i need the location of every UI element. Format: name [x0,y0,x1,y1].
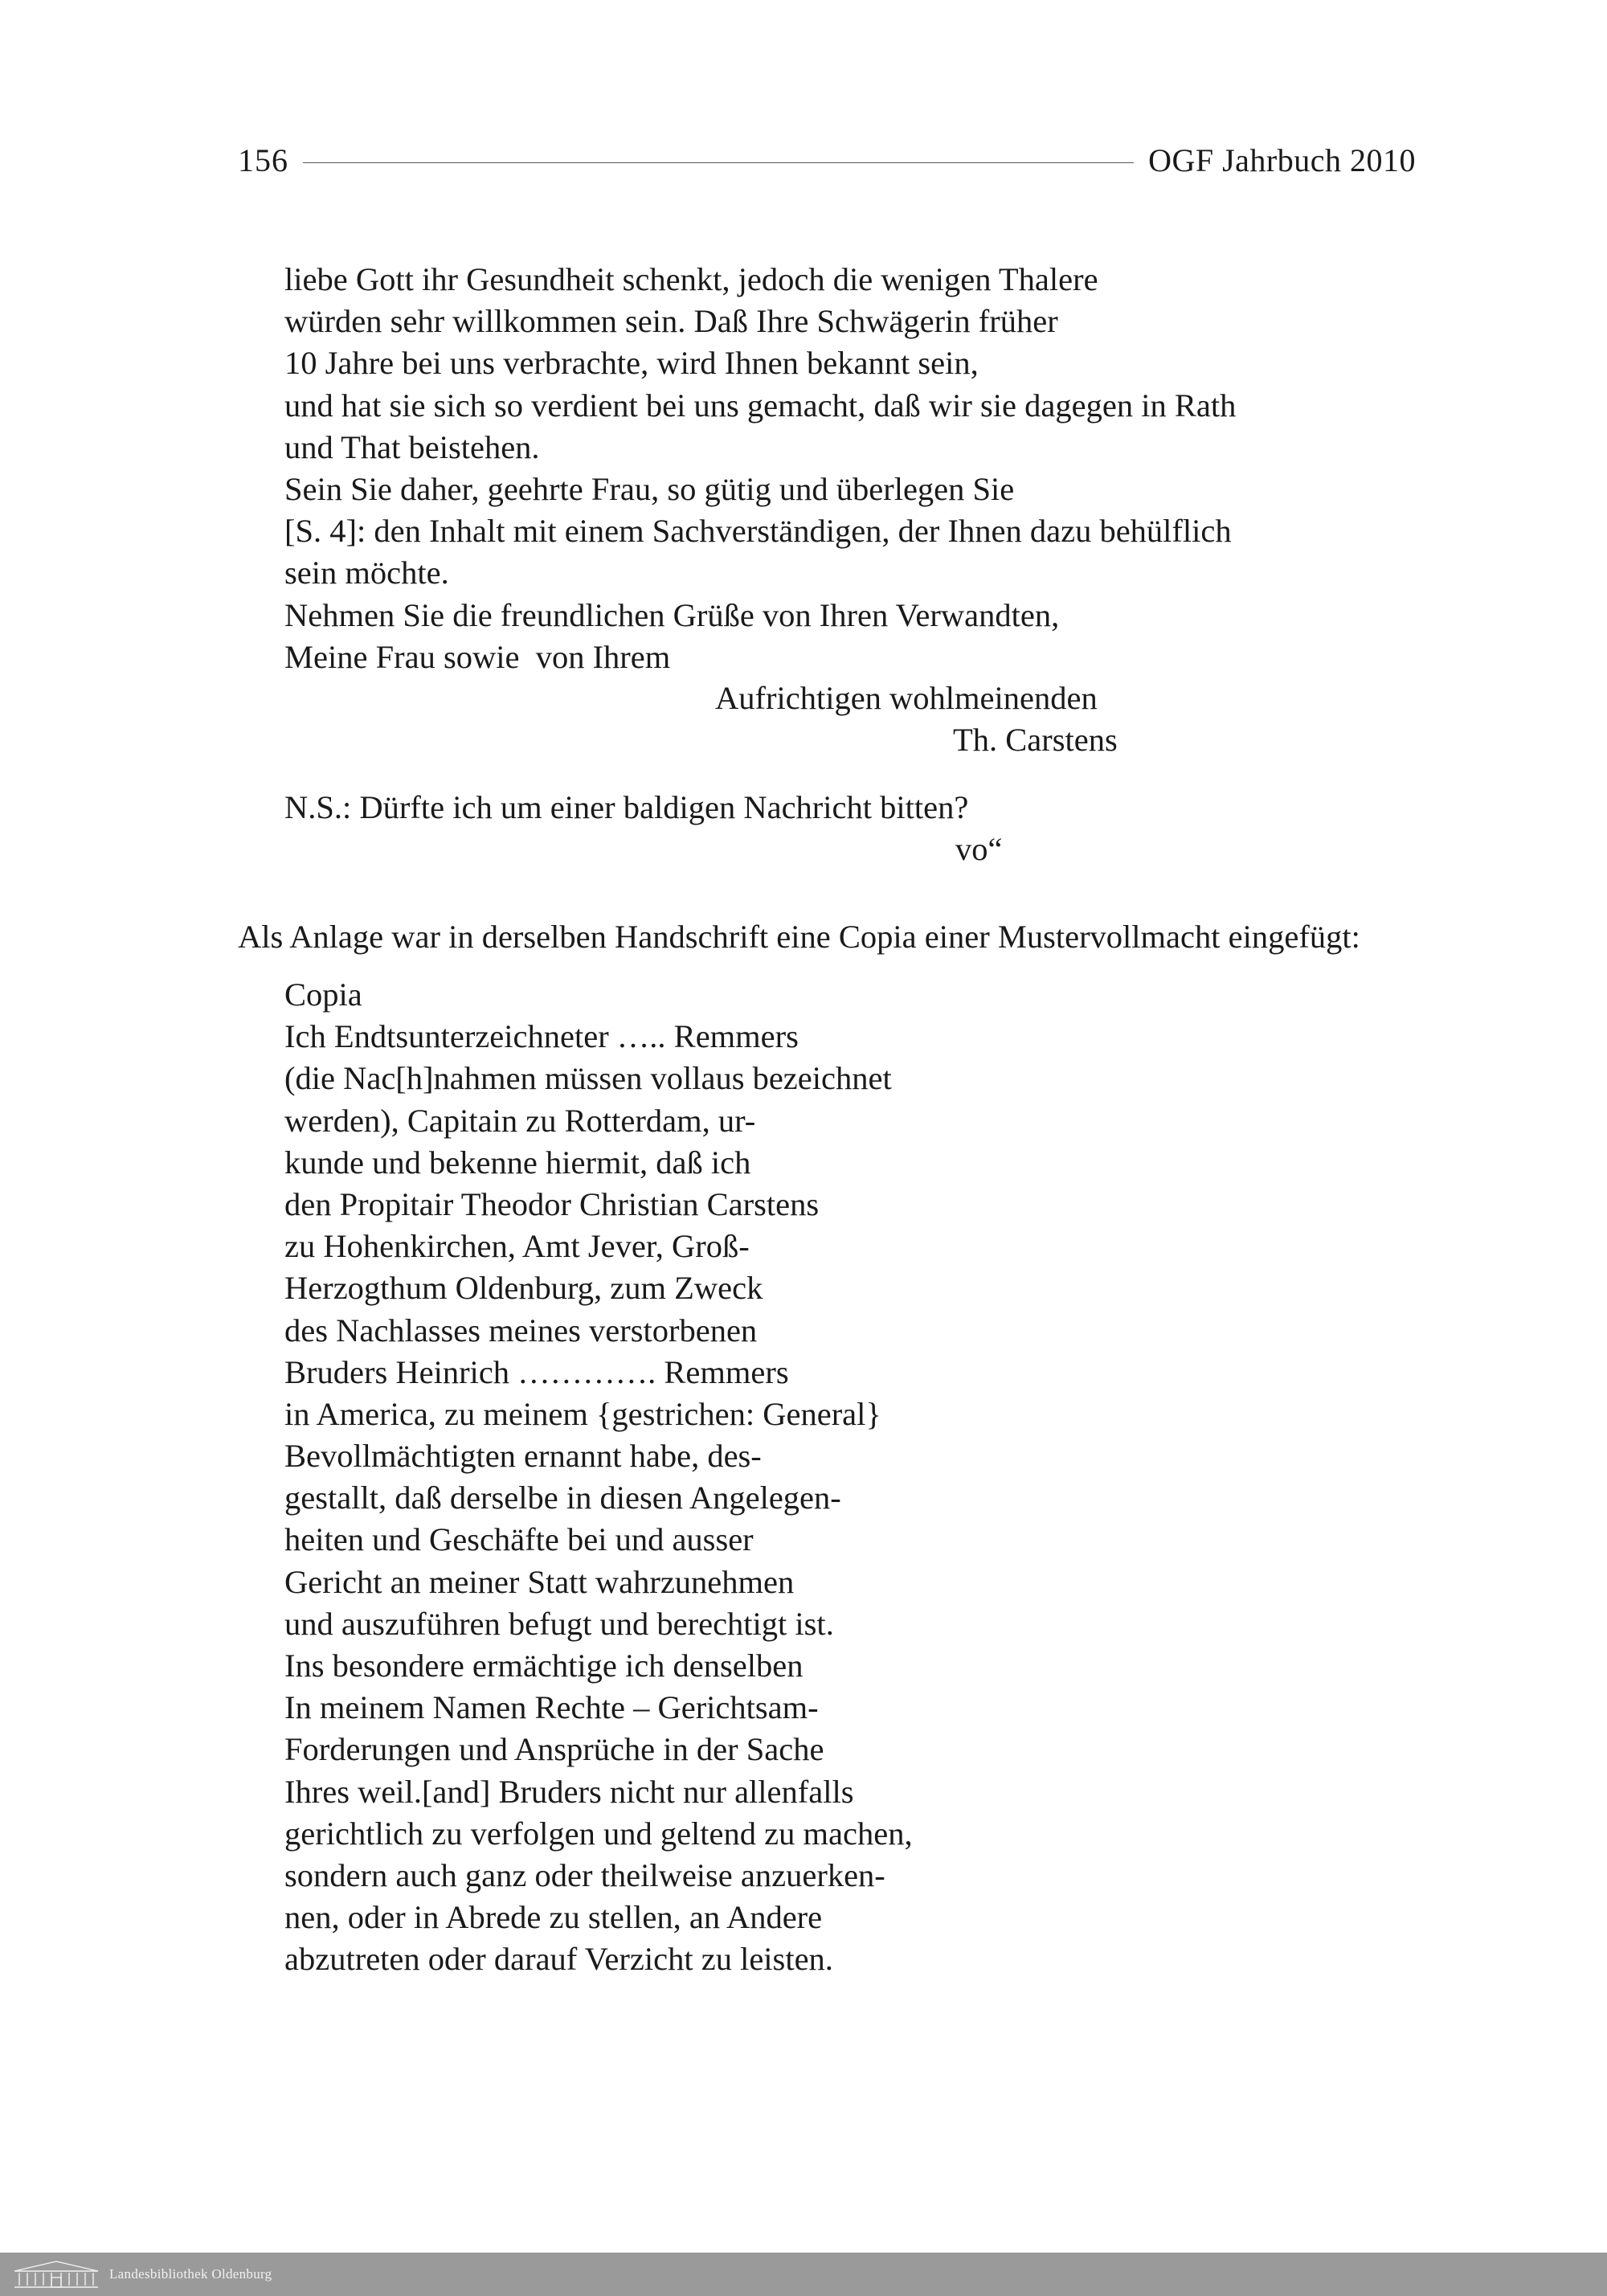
letter-body [284,259,1425,678]
intro-paragraph: Als Anlage war in derselben Handschrift eine Copia einer Mustervollmacht eingefügt: [238,919,1360,955]
library-building-icon [11,2258,101,2290]
letter-line: Sein Sie daher, geehrte Frau, so gütig und überlegen Sie [284,470,1015,507]
letter-line: Meine Frau sowie von Ihrem [284,638,671,675]
page-number: 156 [238,142,288,178]
copia-line: den Propitair Theodor Christian Carstens [284,1185,820,1222]
letter-closing [284,677,1138,758]
signature: Th. Carstens [953,722,1118,758]
running-header [238,141,1416,190]
copia-line: kunde und bekenne hiermit, daß ich [284,1144,751,1181]
letter-line: liebe Gott ihr Gesundheit schenkt, jedoch die wenigen Thalere [284,261,1098,297]
copia-line: zu Hohenkirchen, Amt Jever, Groß- [284,1228,750,1265]
library-name: Landesbibliothek Oldenburg [109,2266,272,2282]
header-rule [303,162,1134,163]
copia-transcript [284,974,1088,1981]
copia-line: gerichtlich zu verfolgen und geltend zu machen, [284,1815,913,1852]
letter-line: und hat sie sich so verdient bei uns gemacht, daß wir sie dagegen in Rath [284,387,1237,424]
closing-salutation: Aufrichtigen wohlmeinenden [715,680,1098,716]
copia-line: gestallt, daß derselbe in diesen Angelegen- [284,1480,841,1516]
copia-line: Ich Endtsunterzeichneter ….. Remmers [284,1018,799,1055]
letter-line: und That beistehen. [284,428,540,465]
postscript: N.S.: Dürfte ich um einer baldigen Nachricht bitten? [284,789,969,825]
copia-line: des Nachlasses meines verstorbenen [284,1312,758,1349]
copia-line: werden), Capitain zu Rotterdam, ur- [284,1102,756,1139]
copia-line: Herzogthum Oldenburg, zum Zweck [284,1270,763,1307]
letter-line: würden sehr willkommen sein. Daß Ihre Schwägerin früher [284,303,1058,340]
copia-line: abzutreten oder darauf Verzicht zu leisten. [284,1941,833,1978]
copia-line: (die Nac[h]nahmen müssen vollaus bezeichnet [284,1060,892,1097]
copia-line: Bruders Heinrich …………. Remmers [284,1353,789,1390]
copia-line: nen, oder in Abrede zu stellen, an Andere [284,1899,823,1936]
copia-line: Gericht an meiner Statt wahrzunehmen [284,1563,795,1600]
library-footer-bar [0,2253,1607,2296]
copia-line: Forderungen und Ansprüche in der Sache [284,1731,824,1768]
copia-line: In meinem Namen Rechte – Gerichtsam- [284,1689,819,1726]
copia-line: und auszuführen befugt und berechtigt ist. [284,1605,834,1642]
postscript-end: vo“ [955,831,1003,867]
copia-line: heiten und Geschäfte bei und ausser [284,1521,754,1558]
copia-line: sondern auch ganz oder theilweise anzuerken- [284,1856,885,1893]
copia-line: Copia [284,976,362,1013]
letter-line: [S. 4]: den Inhalt mit einem Sachverständigen, der Ihnen dazu behülflich [284,513,1232,550]
letter-line: 10 Jahre bei uns verbrachte, wird Ihnen bekannt sein, [284,345,979,382]
letter-line: Nehmen Sie die freundlichen Grüße von Ihren Verwandten, [284,596,1060,633]
journal-title: OGF Jahrbuch 2010 [1148,142,1416,178]
letter-line: sein möchte. [284,555,449,591]
copia-line: Bevollmächtigten ernannt habe, des- [284,1438,762,1475]
copia-line: in America, zu meinem {gestrichen: General} [284,1395,881,1432]
copia-line: Ihres weil.[and] Bruders nicht nur allenfalls [284,1773,854,1810]
copia-line: Ins besondere ermächtige ich denselben [284,1647,804,1684]
